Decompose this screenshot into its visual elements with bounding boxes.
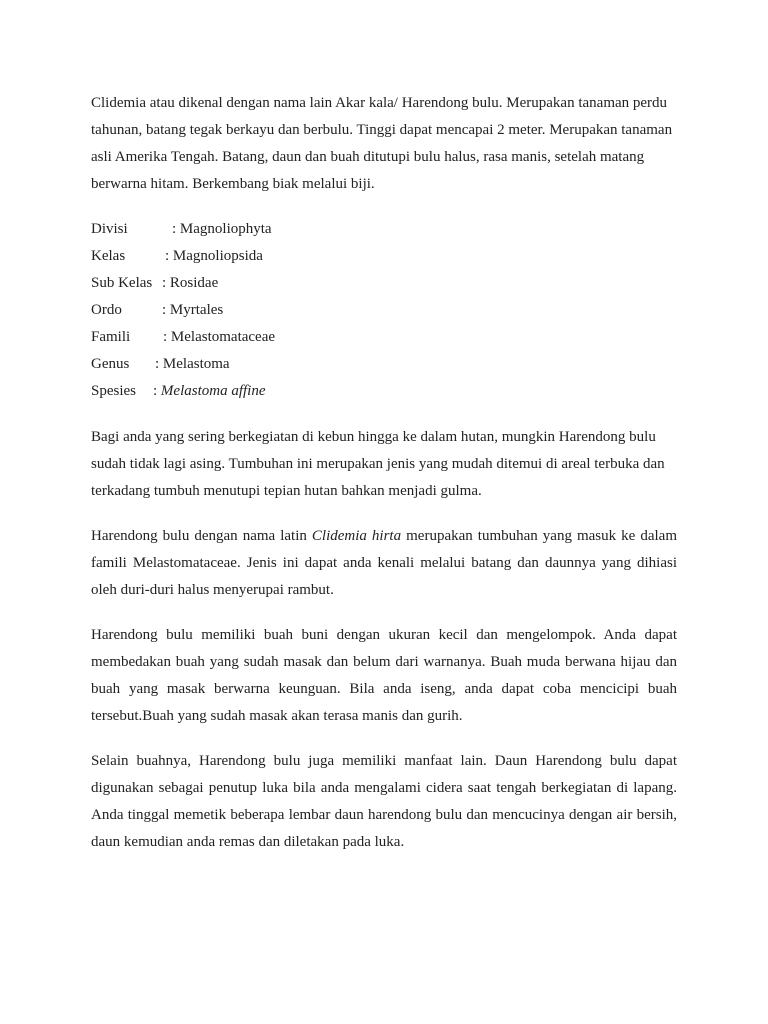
taxonomy-row-ordo	[91, 297, 677, 324]
taxonomy-value-prefix: :	[153, 383, 161, 399]
paragraph-habitat: Bagi anda yang sering berkegiatan di kebun hingga ke dalam hutan, mungkin Harendong bulu sudah tidak lagi asing. Tumbuhan ini merupakan jenis yang mudah ditemui di areal terbuka dan terkadang tumbuh menutupi tepian hutan bahkan menjadi gulma.	[91, 429, 665, 499]
taxonomy-row-sub-kelas	[91, 270, 677, 297]
taxonomy-value: : Melastomataceae	[163, 329, 276, 345]
taxonomy-row-spesies	[91, 378, 677, 405]
intro-paragraph: Clidemia atau dikenal dengan nama lain Akar kala/ Harendong bulu. Merupakan tanaman perdu tahunan, batang tegak berkayu dan berbulu. Tinggi dapat mencapai 2 meter. Merupakan tanaman asli Amerika Tengah. Batang, daun dan buah ditutupi bulu halus, rasa manis, setelah matang berwarna hitam. Berkembang biak melalui biji.	[91, 95, 673, 192]
taxonomy-row-famili	[91, 324, 677, 351]
paragraph-text: merupakan tumbuhan yang masuk ke dalam famili Melastomataceae. Jenis ini dapat anda kenali melalui batang dan daunnya yang dihiasi oleh duri-duri halus menyerupai rambut.	[91, 528, 681, 598]
taxonomy-row-genus	[91, 351, 677, 378]
taxonomy-value: : Rosidae	[162, 275, 219, 291]
paragraph-latin-name	[91, 523, 681, 604]
taxonomy-row-kelas	[91, 243, 677, 270]
taxonomy-value: : Magnoliophyta	[172, 221, 272, 237]
taxonomy-row-divisi	[91, 216, 677, 243]
paragraph-fruit: Harendong bulu memiliki buah buni dengan ukuran kecil dan mengelompok. Anda dapat membedakan buah yang sudah masak dan belum dari warnanya. Buah muda berwana hijau dan buah yang masak berwarna keunguan. Bila anda iseng, anda dapat coba mencicipi buah tersebut.Buah yang sudah masak akan terasa manis dan gurih.	[91, 627, 677, 724]
taxonomy-rank: Genus	[91, 356, 130, 372]
taxonomy-rank: Sub Kelas	[91, 275, 153, 291]
taxonomy-value: : Melastoma	[155, 356, 230, 372]
taxonomy-value: : Myrtales	[162, 302, 224, 318]
taxonomy-rank: Ordo	[91, 302, 122, 318]
taxonomy-rank: Kelas	[91, 248, 126, 264]
latin-name: Clidemia hirta	[311, 528, 402, 544]
paragraph-text: Harendong bulu dengan nama latin	[91, 528, 312, 544]
taxonomy-rank: Divisi	[91, 221, 128, 237]
species-name: Melastoma affine	[160, 383, 266, 399]
taxonomy-list	[91, 216, 677, 405]
document-body	[91, 90, 681, 874]
taxonomy-value: : Magnoliopsida	[165, 248, 263, 264]
paragraph-benefits: Selain buahnya, Harendong bulu juga memiliki manfaat lain. Daun Harendong bulu dapat digunakan sebagai penutup luka bila anda mengalami cidera saat tengah berkegiatan di lapang. Anda tinggal memetik beberapa lembar daun harendong bulu dan mencucinya dengan air bersih, daun kemudian anda remas dan diletakan pada luka.	[91, 753, 677, 850]
taxonomy-rank: Famili	[91, 329, 131, 345]
taxonomy-rank: Spesies	[91, 383, 136, 399]
